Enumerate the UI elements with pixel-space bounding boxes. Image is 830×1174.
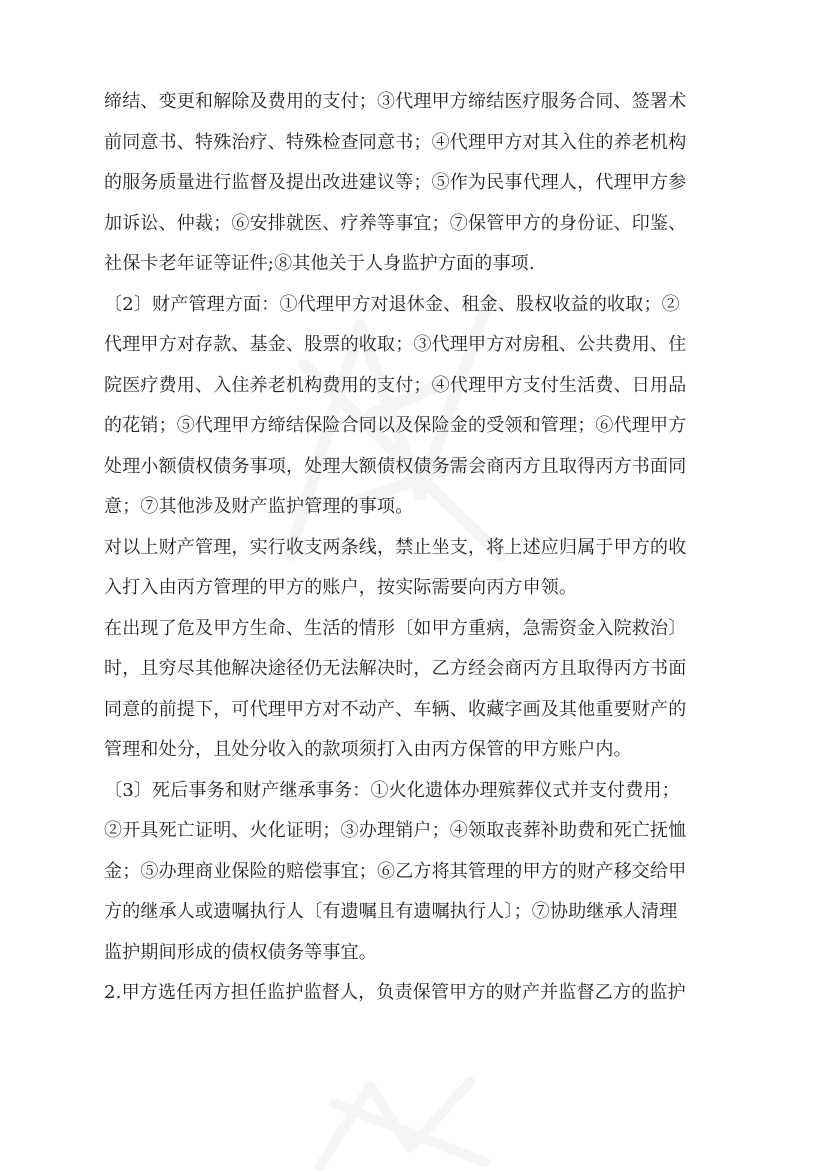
text-line: 入打入由丙方管理的甲方的账户，按实际需要向丙方申领。 [104, 577, 578, 598]
text-line: 时，且穷尽其他解决途径仍无法解决时，乙方经会商丙方且取得丙方书面 [104, 658, 687, 679]
text-line: 院医疗费用、入住养老机构费用的支付；④代理甲方支付生活费、日用品 [104, 374, 687, 396]
document-text [104, 82, 728, 1014]
text-line: 金；⑤办理商业保险的赔偿事宜；⑥乙方将其管理的甲方的财产移交给甲 [104, 860, 687, 882]
text-line: 的花销；⑤代理甲方缔结保险合同以及保险金的受领和管理；⑥代理甲方 [104, 415, 687, 436]
text-line: 前同意书、特殊治疗、特殊检查同意书；④代理甲方对其入住的养老机构 [104, 131, 687, 153]
text-line: 意；⑦其他涉及财产监护管理的事项。 [104, 496, 414, 517]
text-line: 缔结、变更和解除及费用的支付；③代理甲方缔结医疗服务合同、签署术 [104, 91, 687, 112]
text-line: 的服务质量进行监督及提出改进建议等；⑤作为民事代理人，代理甲方参 [104, 172, 687, 193]
text-line: 代理甲方对存款、基金、股票的收取；③代理甲方对房租、公共费用、住 [104, 334, 687, 355]
text-line: 社保卡老年证等证件;⑧其他关于人身监护方面的事项. [104, 253, 535, 274]
text-line: 2.甲方选任丙方担任监护监督人，负责保管甲方的财产并监督乙方的监护 [104, 982, 686, 1003]
text-line: 〔3〕死后事务和财产继承事务：①火化遗体办理殡葬仪式并支付费用； [104, 779, 680, 801]
watermark-bottom-icon [300, 1070, 520, 1174]
text-line: 监护期间形成的债权债务等事宜。 [104, 941, 377, 963]
text-line: 加诉讼、仲裁；⑥安排就医、疗养等事宜；⑦保管甲方的身份证、印鉴、 [104, 212, 687, 234]
text-line: 处理小额债权债务事项，处理大额债权债务需会商丙方且取得丙方书面同 [104, 455, 687, 477]
text-line: ②开具死亡证明、火化证明；③办理销户；④领取丧葬补助费和死亡抚恤 [104, 820, 687, 841]
text-line: 在出现了危及甲方生命、生活的情形〔如甲方重病，急需资金入院救治〕 [104, 617, 687, 639]
text-line: 管理和处分，且处分收入的款项须打入由丙方保管的甲方账户内。 [104, 739, 632, 760]
text-line: 对以上财产管理，实行收支两条线，禁止坐支，将上述应归属于甲方的收 [104, 536, 687, 558]
text-line: 方的继承人或遗嘱执行人〔有遗嘱且有遗嘱执行人〕；⑦协助继承人清理 [104, 901, 678, 922]
text-line: 同意的前提下，可代理甲方对不动产、车辆、收藏字画及其他重要财产的 [104, 698, 687, 720]
text-line: 〔2〕财产管理方面：①代理甲方对退休金、租金、股权收益的收取；② [104, 293, 680, 315]
